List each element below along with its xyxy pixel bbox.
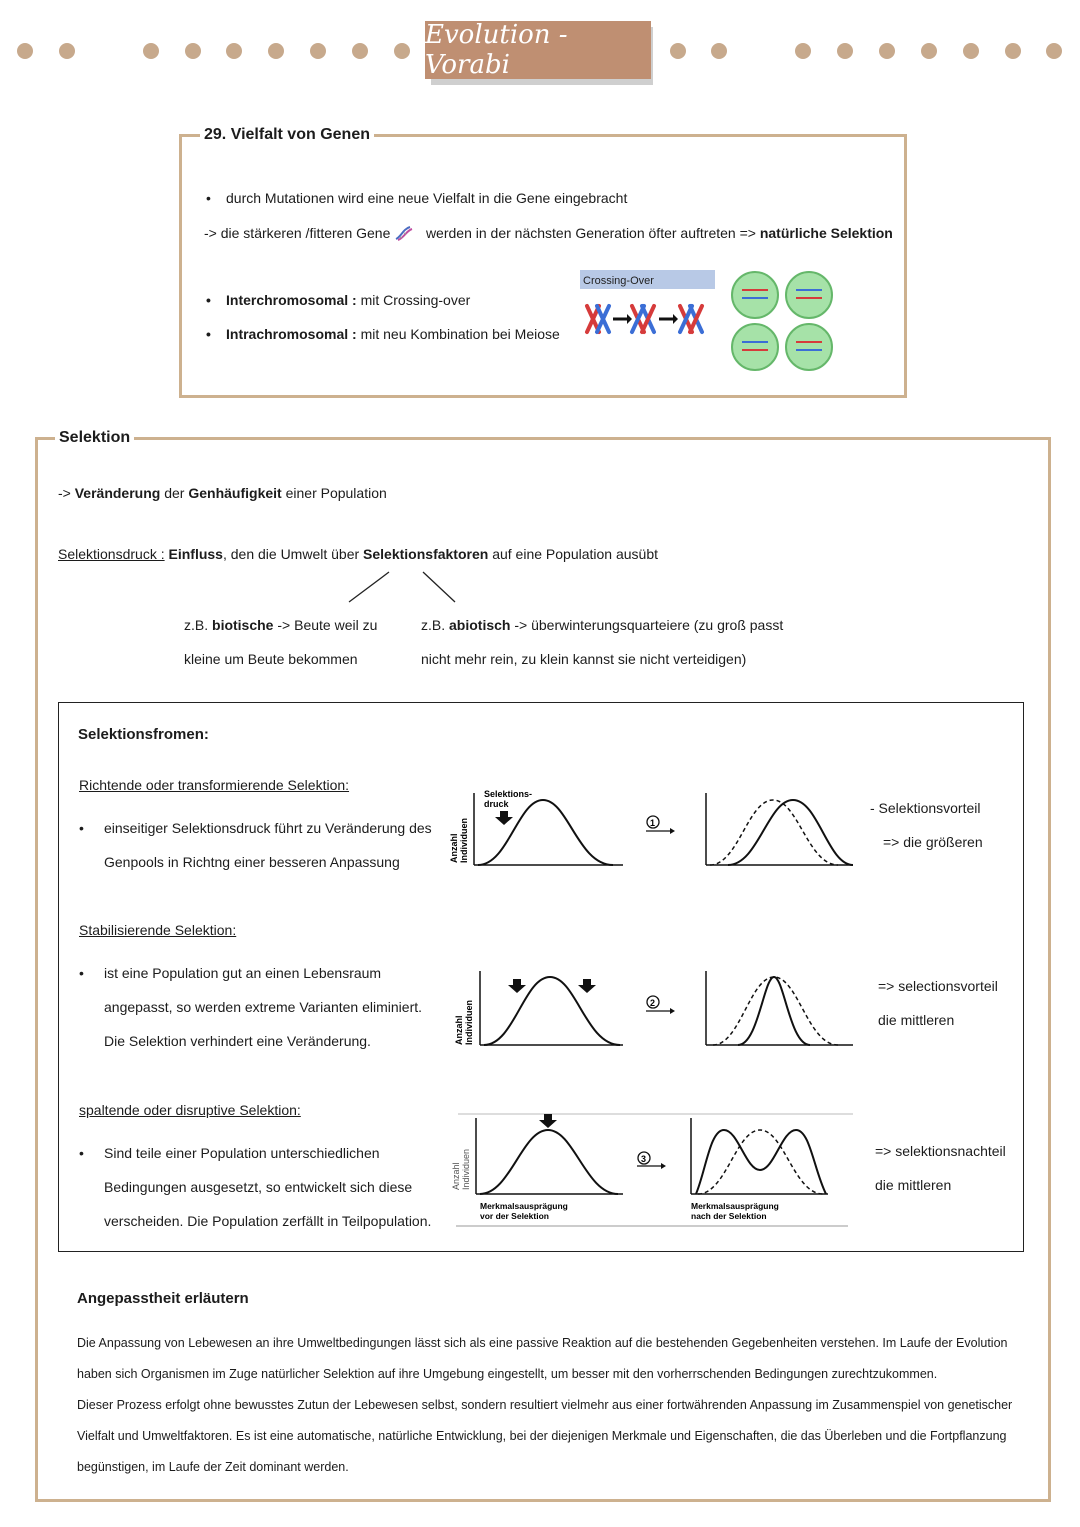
meiosis-cells-diagram <box>728 268 838 374</box>
directional-text-2: Genpools in Richtng einer besseren Anpassung <box>104 854 400 870</box>
genes-variety-title: 29. Vielfalt von Genen <box>200 126 374 144</box>
narrowed-curve <box>738 977 810 1045</box>
stabilizing-selection-graph <box>448 965 868 1057</box>
selection-definition: -> Veränderung der Genhäufigkeit einer Population <box>58 485 387 501</box>
pressure-arrow-icon <box>495 811 513 825</box>
biotic-factor-cont: kleine um Beute bekommen <box>184 651 358 667</box>
dot <box>185 43 201 59</box>
disruptive-heading: spaltende oder disruptive Selektion: <box>79 1102 301 1118</box>
interchromosomal-line: Interchromosomal : mit Crossing-over <box>226 292 471 308</box>
stabilizing-note-1: => selectionsvorteil <box>878 978 998 994</box>
dot <box>1005 43 1021 59</box>
distribution-curve <box>480 1130 618 1194</box>
step-number: 3 <box>641 1154 647 1164</box>
dot <box>394 43 410 59</box>
dot <box>59 43 75 59</box>
shifted-curve <box>728 800 853 865</box>
step-number: 1 <box>650 818 656 828</box>
bullet: • <box>206 292 211 308</box>
abiotic-factor-cont: nicht mehr rein, zu klein kannst sie nicht verteidigen) <box>421 651 747 667</box>
selection-forms-title: Selektionsfromen: <box>78 726 209 743</box>
dot <box>352 43 368 59</box>
disruptive-text-1: Sind teile einer Population unterschiedlichen <box>104 1145 380 1161</box>
dot <box>837 43 853 59</box>
dot <box>17 43 33 59</box>
page-title-banner <box>425 21 653 81</box>
mutation-line: durch Mutationen wird eine neue Vielfalt in die Gene eingebracht <box>226 190 628 206</box>
dot <box>268 43 284 59</box>
dot <box>879 43 895 59</box>
abiotic-factor: z.B. abiotisch -> überwinterungsquarteiere (zu groß passt <box>421 617 784 633</box>
dot <box>1046 43 1062 59</box>
x-axis-label: Merkmalsausprägung <box>691 1201 779 1211</box>
directional-note-2: => die größeren <box>883 834 983 850</box>
distribution-curve <box>478 800 613 865</box>
directional-heading: Richtende oder transformierende Selektion: <box>79 777 350 793</box>
y-axis-label: Individuen <box>461 1148 471 1190</box>
directional-note-1: - Selektionsvorteil <box>870 800 981 816</box>
dot <box>795 43 811 59</box>
directional-text-1: einseitiger Selektionsdruck führt zu Veränderung des <box>104 820 432 836</box>
dot <box>963 43 979 59</box>
y-axis-label: Anzahl <box>454 1015 464 1045</box>
bullet: • <box>79 965 84 981</box>
bullet: • <box>206 326 211 342</box>
pressure-arrow-icon <box>578 979 596 993</box>
step-number: 2 <box>650 998 656 1008</box>
stabilizing-heading: Stabilisierende Selektion: <box>79 922 237 938</box>
intrachromosomal-line: Intrachromosomal : mit neu Kombination bei Meiose <box>226 326 560 342</box>
adaptation-paragraph-1: Die Anpassung von Lebewesen an ihre Umweltbedingungen lässt sich als eine passive Reaktion auf die bestehenden Gegebenheiten verstehen. Im Laufe der Evolution haben sich Organismen im Zuge natürlicher Selektion auf ihre Umgebung eingestellt, um besser mit den vorherrschenden Bedingungen zurechtzukommen. <box>77 1336 1008 1381</box>
stabilizing-note-2: die mittleren <box>878 1012 955 1028</box>
fitter-genes-line: -> die stärkeren /fitteren Gene werden in der nächsten Generation öfter auftreten => natürliche Selektion <box>204 225 893 241</box>
x-axis-label: vor der Selektion <box>480 1211 549 1221</box>
disruptive-note-2: die mittleren <box>875 1177 952 1193</box>
disruptive-note-1: => selektionsnachteil <box>875 1143 1006 1159</box>
disruptive-selection-graph <box>448 1110 868 1230</box>
dot <box>143 43 159 59</box>
disruptive-text-2: Bedingungen ausgesetzt, so entwickelt sich diese <box>104 1179 413 1195</box>
adaptation-paragraph-2: Dieser Prozess erfolgt ohne bewusstes Zutun der Lebewesen selbst, sondern resultiert vielmehr aus einer fortwährenden Anpassung im Zusammenspiel von genetischer Vielfalt und Umweltfaktoren. Es ist eine automatische, natürliche Entwicklung, bei der diejenigen Merkmale und Eigenschaften, die das Überleben und die Fortpflanzung begünstigen, im Laufe der Zeit dominant werden. <box>77 1398 1013 1474</box>
original-curve <box>698 1130 823 1194</box>
disruptive-text-3: verscheiden. Die Population zerfällt in Teilpopulation. <box>104 1213 432 1229</box>
selection-title: Selektion <box>55 429 134 447</box>
stabilizing-text-1: ist eine Population gut an einen Lebensraum <box>104 965 382 981</box>
y-axis-label: Individuen <box>459 818 469 863</box>
x-axis-label: Merkmalsausprägung <box>480 1201 568 1211</box>
page-title: Evolution - Vorabi <box>425 21 651 79</box>
y-axis-label: Anzahl <box>449 833 459 863</box>
stabilizing-text-3: Die Selektion verhindert eine Veränderung. <box>104 1033 371 1049</box>
bullet: • <box>79 1145 84 1161</box>
pressure-arrow-icon <box>508 979 526 993</box>
selection-pressure-line: Selektionsdruck : Einfluss, den die Umwelt über Selektionsfaktoren auf eine Population ausübt <box>58 546 659 562</box>
adaptation-text <box>77 1328 1017 1483</box>
pressure-label: Selektions- <box>484 789 533 799</box>
original-curve <box>710 800 838 865</box>
branch-lines <box>345 570 460 606</box>
dot <box>711 43 727 59</box>
adaptation-title: Angepasstheit erläutern <box>77 1290 249 1307</box>
dot <box>921 43 937 59</box>
dot <box>226 43 242 59</box>
dot <box>310 43 326 59</box>
bullet: • <box>79 820 84 836</box>
distribution-curve <box>484 977 620 1045</box>
biotic-factor: z.B. biotische -> Beute weil zu <box>184 617 378 633</box>
x-axis-label: nach der Selektion <box>691 1211 767 1221</box>
pressure-arrow-icon <box>539 1114 557 1128</box>
crossing-over-diagram <box>580 268 720 340</box>
crossing-over-label: Crossing-Over <box>583 275 654 287</box>
dna-icon <box>394 225 414 241</box>
original-curve <box>713 977 838 1045</box>
pressure-label: druck <box>484 799 509 809</box>
directional-selection-graph <box>448 785 868 877</box>
split-curve <box>696 1130 826 1194</box>
dot <box>670 43 686 59</box>
y-axis-label: Individuen <box>464 1000 474 1045</box>
stabilizing-text-2: angepasst, so werden extreme Varianten eliminiert. <box>104 999 423 1015</box>
bullet: • <box>206 190 211 206</box>
y-axis-label: Anzahl <box>451 1162 461 1190</box>
